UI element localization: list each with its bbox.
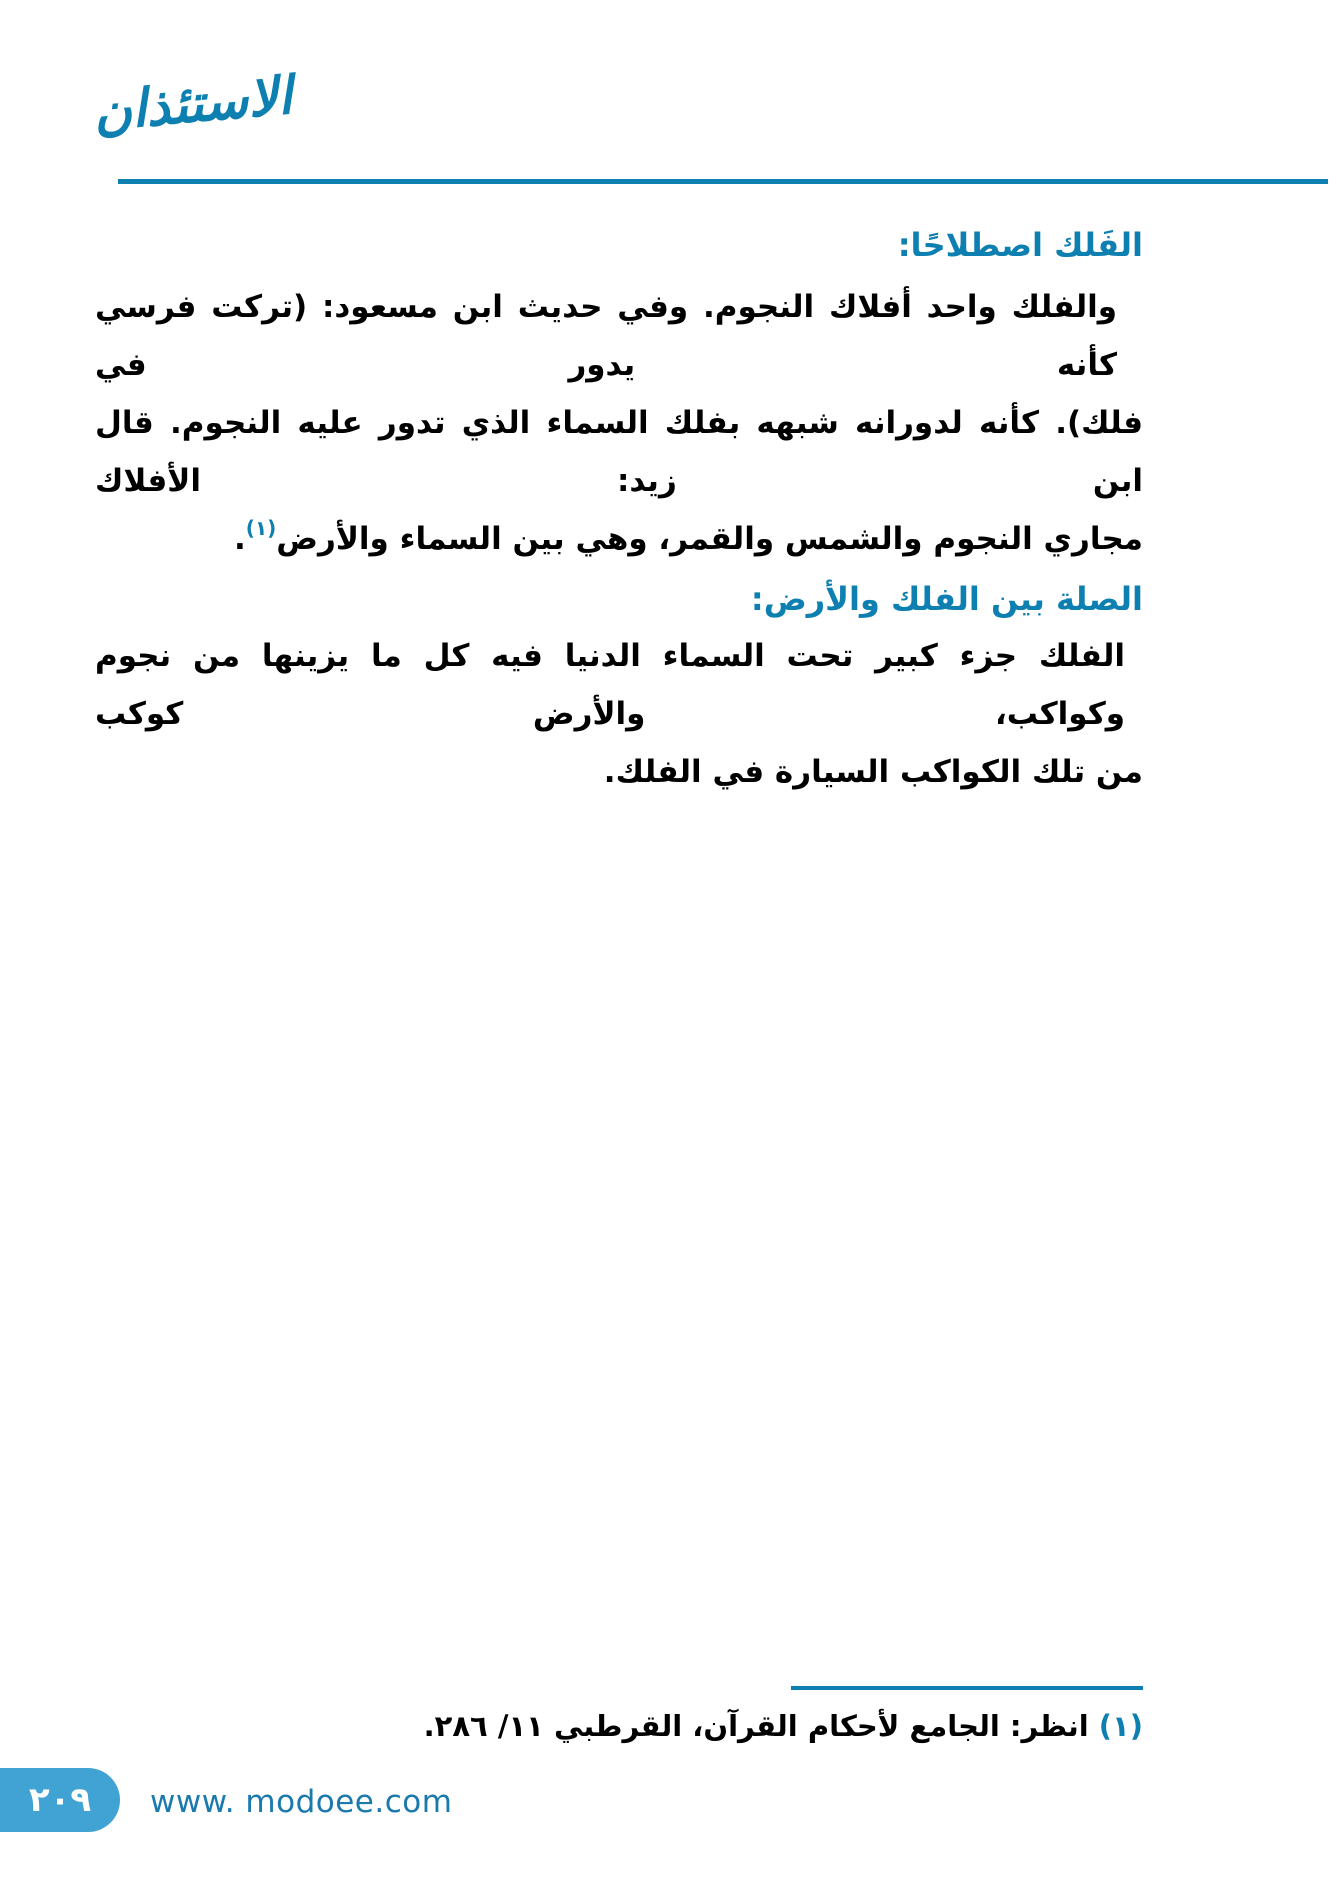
- paragraph-relation: [95, 627, 1143, 801]
- footnote-line: [423, 1704, 1143, 1748]
- footnote-reference-superscript: (١): [245, 516, 277, 540]
- page-number: ٢٠٩: [28, 1780, 92, 1820]
- paragraph-line: والفلك واحد أفلاك النجوم. وفي حديث ابن مسعود: (تركت فرسي كأنه يدور في: [95, 289, 1117, 383]
- paragraph-line: فلك). كأنه لدورانه شبهه بفلك السماء الذي تدور عليه النجوم. قال ابن زيد: الأفلاك: [95, 405, 1143, 499]
- paragraph-line-text: مجاري النجوم والشمس والقمر، وهي بين السماء والأرض: [276, 521, 1143, 557]
- page-number-badge: [0, 1768, 120, 1832]
- paragraph-line: من تلك الكواكب السيارة في الفلك.: [603, 754, 1143, 790]
- section-heading-definition: الفَلك اصطلاحًا:: [897, 226, 1143, 264]
- footnote-text: انظر: الجامع لأحكام القرآن، القرطبي ١١/ ٢٨٦.: [423, 1709, 1089, 1743]
- footnote-block: [423, 1686, 1143, 1748]
- header-divider-rule: [118, 179, 1328, 184]
- paragraph-line: الفلك جزء كبير تحت السماء الدنيا فيه كل ما يزينها من نجوم وكواكب، والأرض كوكب: [95, 638, 1125, 732]
- paragraph-definition: [95, 278, 1143, 571]
- paragraph-line: [95, 510, 1143, 571]
- main-text-block: [95, 220, 1143, 801]
- website-url-link[interactable]: www. modoee.com: [150, 1784, 453, 1820]
- footnote-separator-rule: [791, 1686, 1143, 1690]
- section-heading-relation: الصلة بين الفلك والأرض:: [750, 580, 1143, 618]
- footnote-marker: (١): [1098, 1709, 1143, 1743]
- chapter-title-calligraphy: الاستئذان: [90, 66, 295, 144]
- sentence-period: .: [234, 521, 246, 557]
